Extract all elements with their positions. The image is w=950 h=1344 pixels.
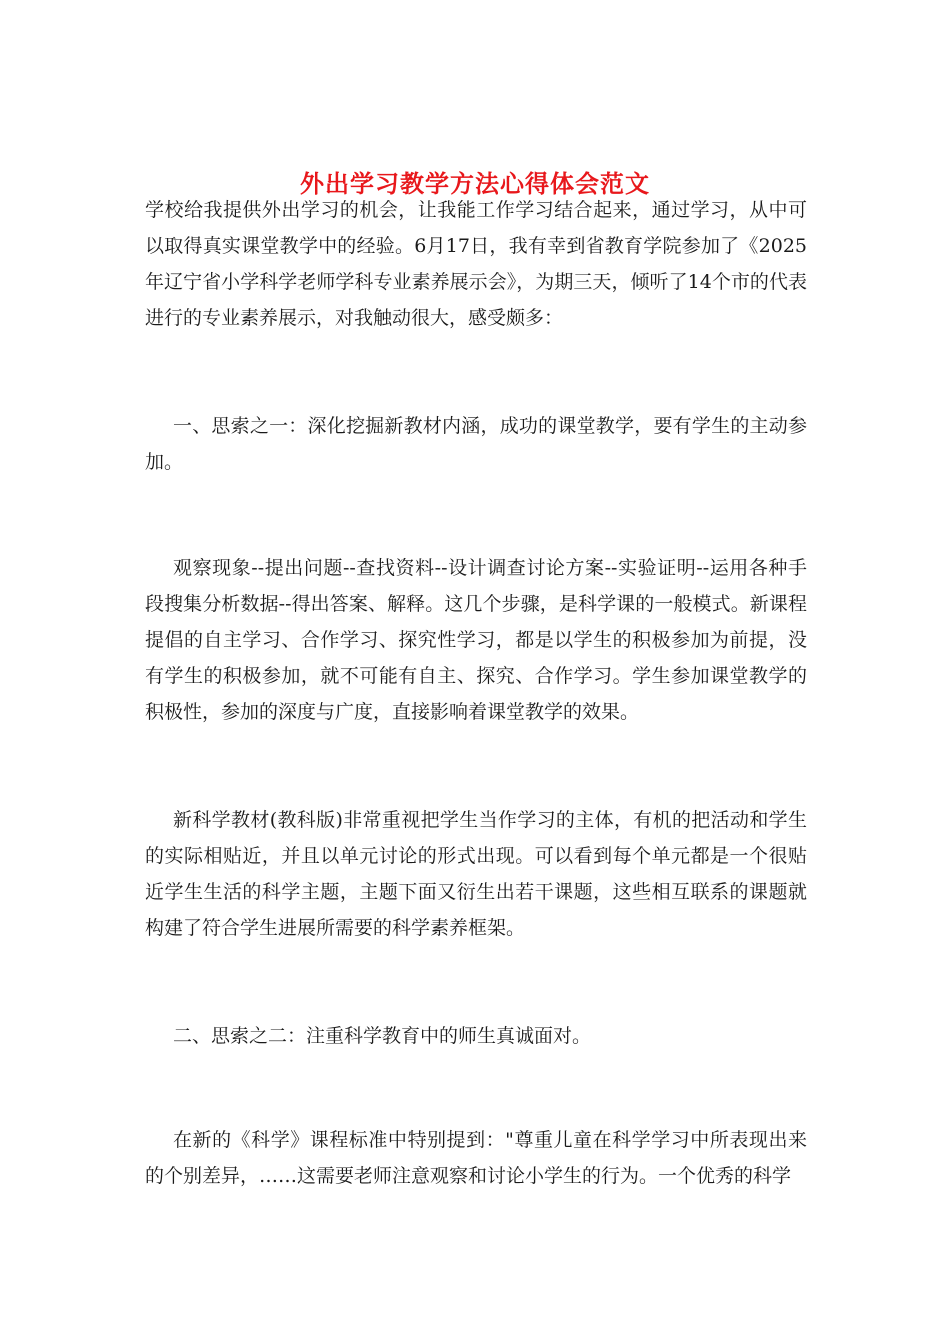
- paragraph-science-steps: 观察现象--提出问题--查找资料--设计调查讨论方案--实验证明--运用各种手段搜集分析数据--得出答案、解释。这几个步骤，是科学课的一般模式。新课程提倡的自主学习、合作学习、探究性学习，都是以学生的积极参加为前提，没有学生的积极参加，就不可能有自主、探究、合作学习。学生参加课堂教学的积极性，参加的深度与广度，直接影响着课堂教学的效果。: [145, 557, 807, 723]
- paragraph-reflection-two-heading: 二、思索之二：注重科学教育中的师生真诚面对。: [173, 1025, 592, 1047]
- paragraph-reflection-one-heading: 一、思索之一：深化挖掘新教材内涵，成功的课堂教学，要有学生的主动参加。: [145, 415, 807, 473]
- paragraph-new-textbook: 新科学教材(教科版)非常重视把学生当作学习的主体，有机的把活动和学生的实际相贴近，并且以单元讨论的形式出现。可以看到每个单元都是一个很贴近学生生活的科学主题，主题下面又衍生出若干课题，这些相互联系的课题就构建了符合学生进展所需要的科学素养框架。: [145, 809, 807, 939]
- paragraph-intro: 学校给我提供外出学习的机会，让我能工作学习结合起来，通过学习，从中可以取得真实课堂教学中的经验。6月17日，我有幸到省教育学院参加了《2025年辽宁省小学科学老师学科专业素养展示会》，为期三天，倾听了14个市的代表进行的专业素养展示，对我触动很大，感受颇多：: [145, 199, 807, 329]
- document-title: 外出学习教学方法心得体会范文: [300, 169, 650, 199]
- paragraph-curriculum-standard: 在新的《科学》课程标准中特别提到："尊重儿童在科学学习中所表现出来的个别差异，……这需要老师注意观察和讨论小学生的行为。一个优秀的科学: [145, 1129, 807, 1187]
